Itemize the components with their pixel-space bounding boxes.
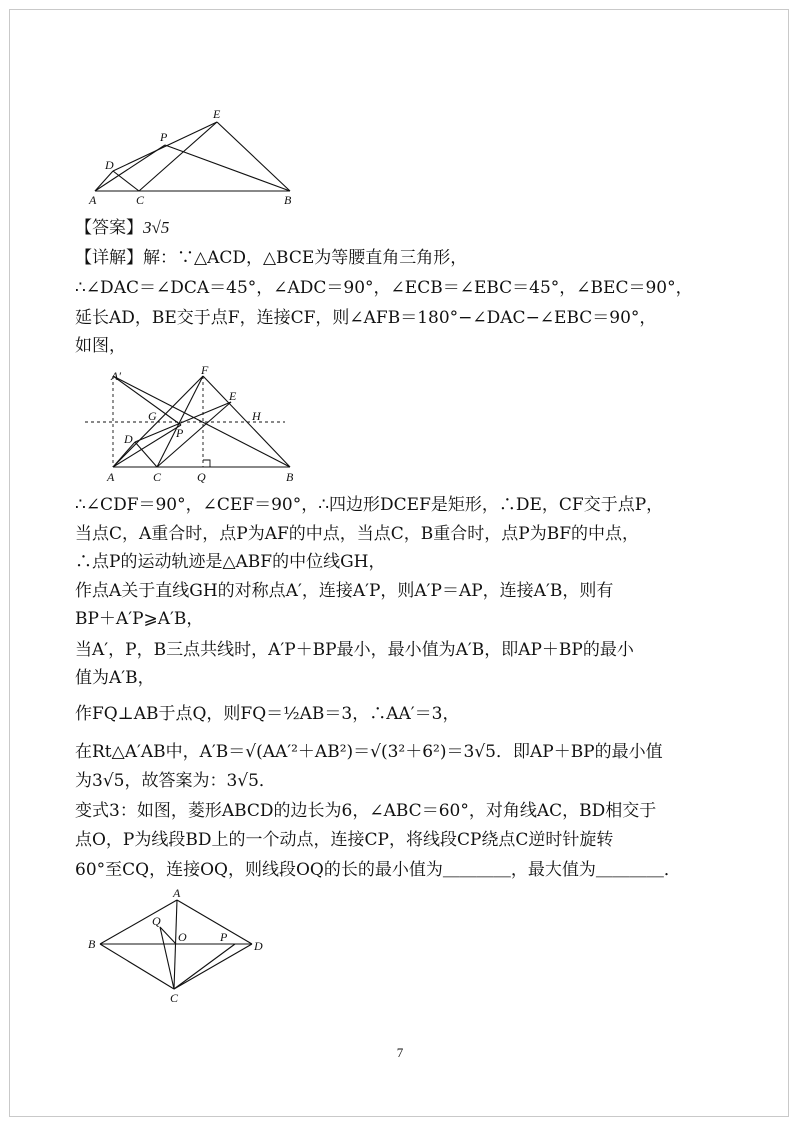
explanation-line-1: 【详解】解：∵△ACD，△BCE为等腰直角三角形， [75,248,468,268]
explanation-line-12: 作FQ⊥AB于点Q，则FQ＝½AB＝3，∴AA′＝3， [75,704,460,724]
label-b: B [284,193,292,207]
explanation-line-2: ∴∠DAC＝∠DCA＝45°，∠ADC＝90°，∠ECB＝∠EBC＝45°，∠BEC＝90°， [75,278,693,298]
segment-ce [139,122,217,191]
label-o: O [178,930,187,944]
segment-pb [165,145,290,191]
label-g: G [148,409,157,423]
variant-line-2: 点O，P为线段BD上的一个动点，连接CP，将线段CP绕点C逆时针旋转 [75,830,614,850]
answer-value: 3√5 [143,218,170,237]
label-a: A [89,193,97,207]
segment-cp [174,944,235,989]
segment-cq [160,927,174,989]
label-b: B [286,470,294,484]
explanation-line-10: 当A′，P，B三点共线时，A′P＋BP最小，最小值为A′B，即AP＋BP的最小 [75,640,634,660]
variant-line-1: 变式3：如图，菱形ABCD的边长为6，∠ABC＝60°，对角线AC，BD相交于 [75,801,657,821]
label-c: C [153,470,162,484]
explanation-line-14: 为3√5，故答案为：3√5． [75,771,276,791]
segment-ba [100,900,177,944]
figure-triangle-1 [85,105,300,210]
explanation-line-3: 延长AD，BE交于点F，连接CF，则∠AFB＝180°−∠DAC−∠EBC＝90°， [75,308,657,328]
explanation-line-6: 当点C，A重合时，点P为AF的中点，当点C，B重合时，点P为BF的中点， [75,524,640,544]
segment-cb [100,944,174,989]
label-h: H [252,409,261,423]
label-e: E [213,107,221,121]
label-a-prime: A′ [111,369,121,383]
label-c: C [136,193,145,207]
segment-a2p [113,376,181,425]
label-q: Q [197,470,206,484]
label-f: F [201,363,209,377]
label-q: Q [152,914,161,928]
explanation-line-4: 如图， [75,336,126,356]
label-a: A [173,886,181,900]
answer-label: 【答案】 [75,218,143,238]
segment-eb [217,122,290,191]
label-a: A [107,470,115,484]
segment-dc [174,944,252,989]
explanation-line-7: ∴点P的运动轨迹是△ABF的中位线GH， [75,552,386,572]
explanation-line-11: 值为A′B， [75,668,155,688]
explanation-line-9: BP＋A′P⩾A′B， [75,609,204,629]
label-e: E [229,389,237,403]
label-b: B [88,937,96,951]
page-number: 7 [396,1045,404,1060]
figure-triangle-2 [85,362,305,487]
segment-ad [177,900,252,944]
label-d: D [105,158,114,172]
label-p: P [160,130,168,144]
explanation-line-13: 在Rt△A′AB中，A′B＝√(AA′²＋AB²)＝√(3²＋6²)＝3√5．即AP＋BP的最小值 [75,742,663,762]
segment-a2b [113,376,290,467]
label-p: P [220,930,228,944]
explanation-line-8: 作点A关于直线GH的对称点A′，连接A′P，则A′P＝AP，连接A′B，则有 [75,581,614,601]
label-d: D [124,432,133,446]
segment-cf [157,376,203,467]
variant-line-3: 60°至CQ，连接OQ，则线段OQ的长的最小值为＿＿＿＿，最大值为＿＿＿＿． [75,860,681,880]
segment-dc [135,442,157,467]
answer-line [75,216,735,240]
segment-fb [203,376,290,467]
label-d: D [254,939,263,953]
label-c: C [170,991,179,1005]
figure-rhombus [80,885,280,1005]
segment-af [113,376,203,467]
label-p: P [176,426,184,440]
segment-dc [113,171,139,191]
right-angle-mark [203,460,210,467]
explanation-line-5: ∴∠CDF＝90°，∠CEF＝90°，∴四边形DCEF是矩形，∴DE，CF交于点P， [75,495,664,515]
